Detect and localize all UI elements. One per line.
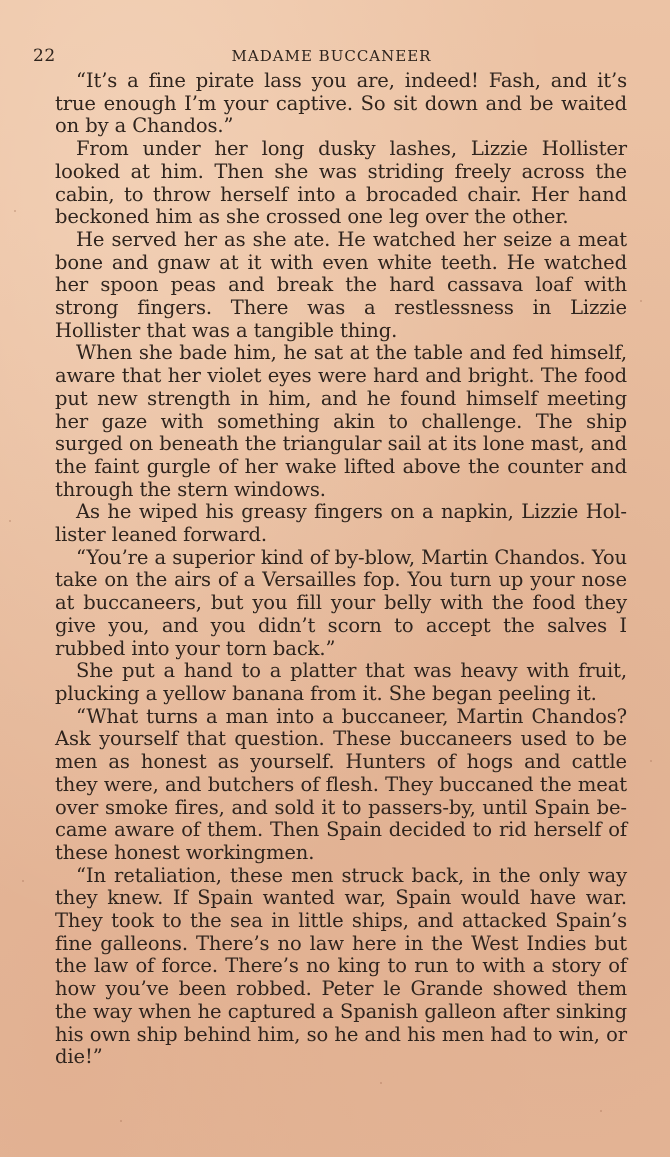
paragraph: “In retaliation, these men struck back, in the only way they knew. If Spain wanted war, Spain would have war. They took to the sea in little ships, and attacked Spain’s fine galleons. There’s no law here in the West Indies but the law of force. There’s no king to run to with a story of how you’ve been robbed. Peter le Grande showed them the way when he captured a Spanish galleon after sinking his own ship behind him, so he and his men had to win, or die!”	[55, 863, 627, 1069]
paper-speck	[14, 210, 16, 212]
paper-speck	[120, 1120, 122, 1122]
page-number: 22	[33, 46, 56, 66]
paper-speck	[650, 760, 652, 762]
paper-speck	[22, 880, 24, 882]
paper-speck	[9, 520, 11, 522]
paragraph: As he wiped his greasy fingers on a napkin, Lizzie Hollister leaned forward.	[55, 500, 627, 547]
paper-speck	[380, 1082, 382, 1084]
paragraph: When she bade him, he sat at the table and fed himself, aware that her violet eyes were hard and bright. The food put new strength in him, and he found himself meeting her gaze with something akin to challenge. The ship surged on beneath the triangular sail at its lone mast, and the faint gurgle of her wake lifted above the counter and through the stern windows.	[55, 341, 627, 501]
running-title: MADAME BUCCANEER	[231, 47, 432, 65]
paragraph: “You’re a superior kind of by-blow, Martin Chandos. You take on the airs of a Versailles fop. You turn up your nose at buccaneers, but you fill your belly with the food they give you, and you didn’t scorn to accept the salves I rubbed into your torn back.”	[55, 545, 627, 660]
paragraph: She put a hand to a platter that was heavy with fruit, plucking a yellow banana from it. She began peeling it.	[55, 659, 627, 705]
paper-speck	[640, 300, 642, 302]
paragraph: From under her long dusky lashes, Lizzie Hollister looked at him. Then she was striding freely across the cabin, to throw herself into a brocaded chair. Her hand beckoned him as she crossed one leg over the other.	[55, 137, 627, 229]
paper-speck	[600, 1110, 602, 1112]
paragraph: “It’s a fine pirate lass you are, indeed! Fash, and it’s true enough I’m your captive. So sit down and be waited on by a Chandos.”	[55, 69, 627, 138]
body-text	[55, 70, 627, 1069]
paragraph: “What turns a man into a buccaneer, Martin Chandos? Ask yourself that question. These buccaneers used to be men as honest as yourself. Hunters of hogs and cattle they were, and butchers of flesh. They buccaned the meat over smoke fires, and sold it to passers-by, until Spain became aware of them. Then Spain decided to rid herself of these honest workingmen.	[55, 704, 627, 864]
paragraph: He served her as she ate. He watched her seize a meat bone and gnaw at it with even white teeth. He watched her spoon peas and break the hard cassava loaf with strong fingers. There was a restlessness in Lizzie Hollister that was a tangible thing.	[55, 227, 627, 342]
page-header	[33, 46, 630, 68]
